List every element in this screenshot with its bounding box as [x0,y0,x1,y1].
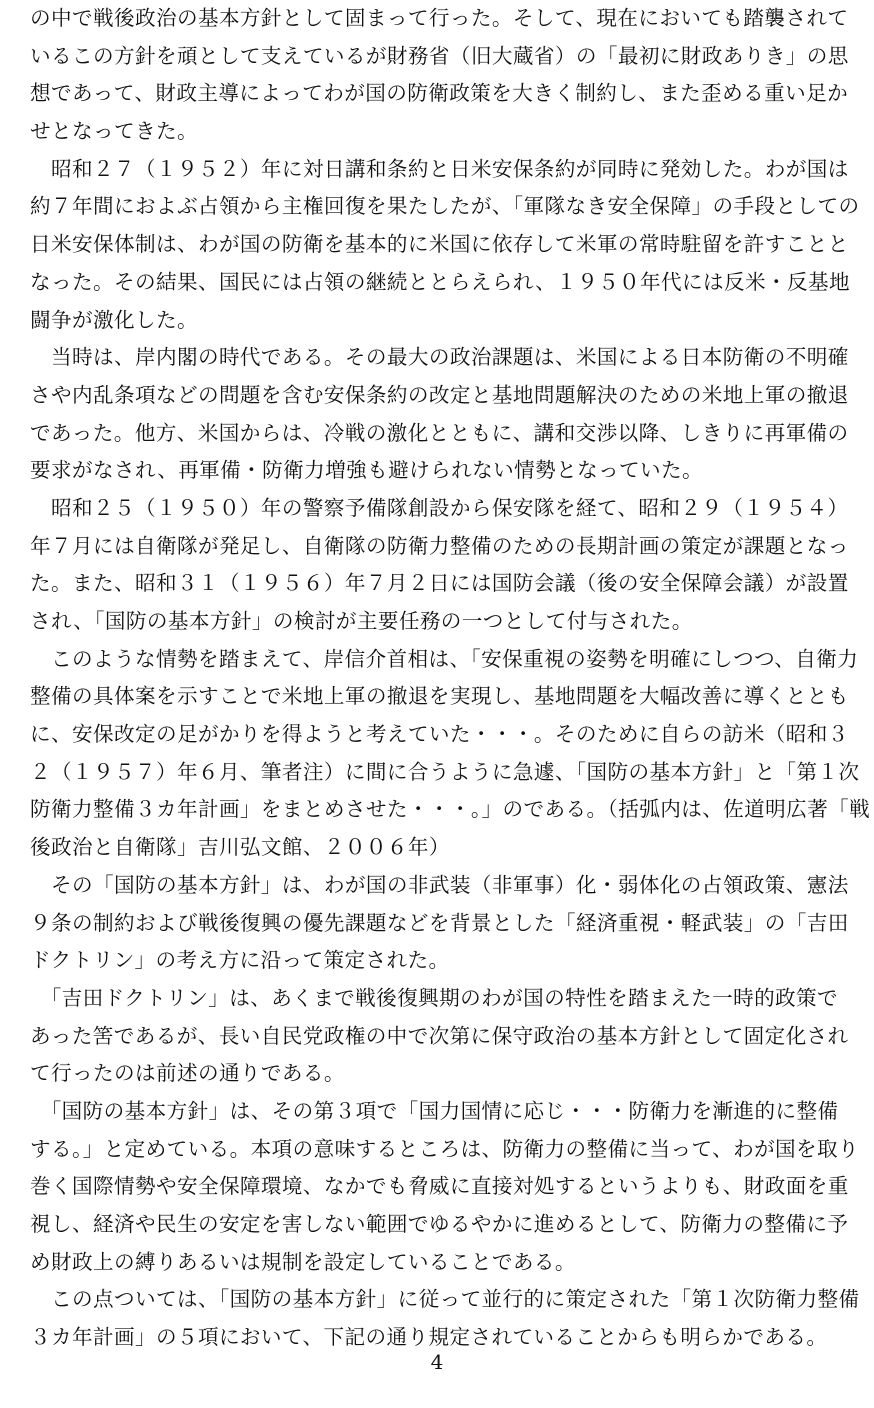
text-line: 「吉田ドクトリン」は、あくまで戦後復興期のわが国の特性を踏まえた一時的政策で [30,985,839,1010]
text-line: このような情勢を踏まえて、岸信介首相は、「安保重視の姿勢を明確にしつつ、自衛力 [30,646,859,671]
text-line: その「国防の基本方針」は、わが国の非武装（非軍事）化・弱体化の占領政策、憲法 [30,872,849,897]
text-line: あった筈であるが、長い自民党政権の中で次第に保守政治の基本方針として固定化され [30,1023,849,1048]
text-line: た。また、昭和３１（１９５６）年７月２日には国防会議（後の安全保障会議）が設置 [30,571,849,596]
text-line: の中で戦後政治の基本方針として固まって行った。そして、現在においても踏襲されて [30,6,849,30]
text-line: なった。その結果、国民には占領の継続ととらえられ、１９５０年代には反米・反基地 [30,269,850,294]
text-line: め財政上の縛りあるいは規制を設定していることである。 [30,1249,576,1274]
text-line: に、安保改定の足がかりを得ようと考えていた・・・。そのために自らの訪米（昭和３ [30,722,849,747]
text-line: さや内乱条項などの問題を含む安保条約の改定と基地問題解決のための米地上軍の撤退 [30,382,849,407]
text-line: 年７月には自衛隊が発足し、自衛隊の防衛力整備のための長期計画の策定が課題となっ [30,533,849,558]
text-line: 約７年間におよぶ占領から主権回復を果たしたが、「軍隊なき安全保障」の手段としての [30,194,860,219]
text-line: 当時は、岸内閣の時代である。その最大の政治課題は、米国による日本防衛の不明確 [30,345,849,370]
text-line: する。」と定めている。本項の意味するところは、防衛力の整備に当って、わが国を取り [30,1136,860,1161]
paragraph [30,1093,870,1281]
paragraph [30,151,870,339]
text-line: 昭和２５（１９５０）年の警察予備隊創設から保安隊を経て、昭和２９（１９５４） [30,495,849,520]
text-line: 視し、経済や民生の安定を害しない範囲でゆるやかに進めるとして、防衛力の整備に予 [30,1212,849,1236]
paragraph [30,867,870,980]
text-line: 整備の具体案を示すことで米地上軍の撤退を実現し、基地問題を大幅改善に導くととも [30,684,849,709]
text-line: ドクトリン」の考え方に沿って策定された。 [30,948,450,973]
text-line: 後政治と自衛隊」吉川弘文館、２００６年） [30,835,450,860]
text-line: ９条の制約および戦後復興の優先課題などを背景とした「経済重視・軽武装」の「吉田 [30,910,849,935]
paragraph [30,339,870,490]
text-line: 闘争が激化した。 [30,307,198,332]
text-line: て行ったのは前述の通りである。 [30,1061,345,1086]
text-line: 想であって、財政主導によってわが国の防衛政策を大きく制約し、また歪める重い足か [30,81,849,106]
text-line: であった。他方、米国からは、冷戦の激化とともに、講和交渉以降、しきりに再軍備の [30,420,849,445]
text-line: せとなってきた。 [30,119,198,144]
text-line: 昭和２７（１９５２）年に対日講和条約と日米安保条約が同時に発効した。わが国は [30,156,849,181]
page-number: 4 [430,1350,444,1374]
text-line: され、「国防の基本方針」の検討が主要任務の一つとして付与された。 [30,609,693,633]
text-line: いるこの方針を頑として支えているが財務省（旧大蔵省）の「最初に財政ありき」の思 [30,43,849,68]
text-line: この点ついては、「国防の基本方針」に従って並行的に策定された「第１次防衛力整備 [30,1287,860,1312]
paragraph [30,980,870,1093]
body-text [30,0,870,1357]
text-line: 「国防の基本方針」は、その第３項で「国力国情に応じ・・・防衛力を漸進的に整備 [30,1098,839,1123]
text-line: ２（１９５７）年６月、筆者注）に間に合うように急遽、「国防の基本方針」と「第１次 [30,759,860,784]
text-line: 防衛力整備３カ年計画」をまとめさせた・・・。」のである。（括弧内は、佐道明広著「戦 [30,797,871,822]
paragraph [30,641,870,867]
text-line: 日米安保体制は、わが国の防衛を基本的に米国に依存して米軍の常時駐留を許すことと [30,232,849,257]
text-line: ３カ年計画」の５項において、下記の通り規定されていることからも明らかである。 [30,1325,828,1350]
paragraph [30,0,870,151]
text-line: 巻く国際情勢や安全保障環境、なかでも脅威に直接対処するというよりも、財政面を重 [30,1174,849,1199]
text-line: 要求がなされ、再軍備・防衛力増強も避けられない情勢となっていた。 [30,458,704,483]
paragraph [30,1281,870,1356]
paragraph [30,490,870,641]
